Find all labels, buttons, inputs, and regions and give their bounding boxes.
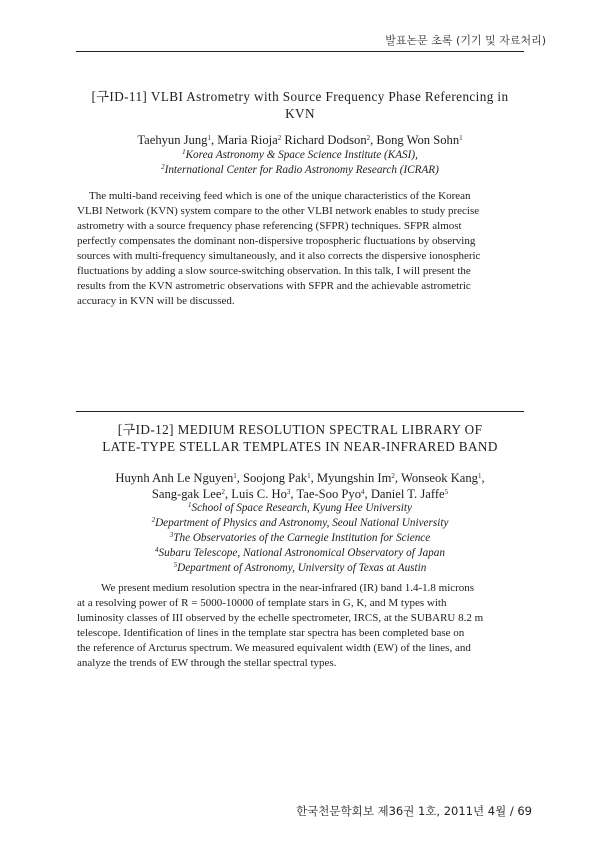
affiliation-text: School of Space Research, Kyung Hee University xyxy=(191,502,412,514)
affiliation-sup: 5 xyxy=(173,561,178,569)
author-sup: 1 xyxy=(459,134,463,142)
abstract-line: accuracy in KVN will be discussed. xyxy=(77,295,235,307)
author-sup: 1 xyxy=(307,472,311,480)
author-name: Tae-Soo Pyo xyxy=(296,487,362,501)
author-sup: 2 xyxy=(221,488,225,496)
author-line xyxy=(76,470,524,486)
affiliation-sup: 2 xyxy=(151,516,156,524)
paper-2-authors xyxy=(76,470,524,502)
author-name: Huynh Anh Le Nguyen xyxy=(115,471,234,485)
author-name: Soojong Pak xyxy=(243,471,308,485)
abstract-line: the reference of Arcturus spectrum. We measured equivalent width (EW) of the lines, and xyxy=(77,642,471,654)
paper-2-affiliations xyxy=(76,501,524,576)
author-sup: 5 xyxy=(444,488,449,496)
abstract-line: VLBI Network (KVN) system compare to the other VLBI network enables to study precise xyxy=(77,205,480,217)
affiliation xyxy=(76,163,524,178)
author-line xyxy=(76,133,524,148)
affiliation xyxy=(76,561,524,576)
paper-1-authors xyxy=(76,133,524,148)
author-name: Daniel T. Jaffe xyxy=(370,487,445,501)
author-sup: 4 xyxy=(361,488,365,496)
paper-1-abstract xyxy=(77,189,523,309)
abstract-line: sources with multi-frequency simultaneously, and it also corrects the dispersive ionospheric xyxy=(77,250,481,262)
author-sup: 2 xyxy=(366,134,371,142)
author-sup: 1 xyxy=(477,472,482,480)
affiliation xyxy=(76,516,524,531)
abstract-line: results from the KVN astrometric observations with SFPR and the achievable astrometric xyxy=(77,280,471,292)
affiliation-text: Department of Physics and Astronomy, Seoul National University xyxy=(155,517,449,529)
affiliation-text: Department of Astronomy, University of Texas at Austin xyxy=(177,562,427,574)
abstract-line: perfectly compensates the dominant non-dispersive tropospheric fluctuations by observing xyxy=(77,235,476,247)
header-rule xyxy=(76,51,524,52)
affiliation xyxy=(76,531,524,546)
author-sup: 2 xyxy=(277,134,282,142)
author-sep: , xyxy=(210,133,218,147)
affiliation-sup: 2 xyxy=(161,163,165,171)
affiliation xyxy=(76,148,524,163)
abstract-line: luminosity classes of III observed by the echelle spectrometer, IRCS, at the SUBARU 8.2 m xyxy=(77,612,484,624)
author-sup: 3 xyxy=(286,488,291,496)
title-line: [구ID-12] MEDIUM RESOLUTION SPECTRAL LIBRARY OF xyxy=(117,422,483,437)
affiliation-text: Subaru Telescope, National Astronomical Observatory of Japan xyxy=(158,547,445,559)
abstract-line: We present medium resolution spectra in the near-infrared (IR) band 1.4-1.8 microns xyxy=(101,582,475,594)
author-sep: , xyxy=(394,471,401,485)
paper-1-affiliations xyxy=(76,148,524,178)
abstract-line: at a resolving power of R = 5000-10000 of template stars in G, K, and M types with xyxy=(77,597,447,609)
affiliation-text: Korea Astronomy & Space Science Institute (KASI), xyxy=(185,149,418,161)
affiliation-sup: 1 xyxy=(188,501,192,509)
affiliation-text: The Observatories of the Carnegie Institution for Science xyxy=(173,532,431,544)
paper-2-abstract xyxy=(77,581,523,671)
author-sep: , xyxy=(224,487,232,501)
affiliation-text: International Center for Radio Astronomy Research (ICRAR) xyxy=(164,164,439,176)
paper-2-title xyxy=(76,421,524,455)
author-sup: 2 xyxy=(391,472,395,480)
affiliation xyxy=(76,546,524,561)
author-sep: , xyxy=(481,471,485,485)
author-line xyxy=(76,486,524,502)
running-header: 발표논문 초록 (기기 및 자료처리) xyxy=(385,34,546,47)
author-sep: , xyxy=(364,487,371,501)
abstract-line: The multi-band receiving feed which is one of the unique characteristics of the Korean xyxy=(89,190,471,202)
page-footer: 한국천문학회보 제36권 1호, 2011년 4월 / 69 xyxy=(296,804,532,818)
author-name: Taehyun Jung xyxy=(137,133,208,147)
author-sup: 1 xyxy=(207,134,211,142)
author-name: Richard Dodson xyxy=(284,133,367,147)
title-line: [구ID-11] VLBI Astrometry with Source Frequency Phase Referencing in xyxy=(91,89,509,104)
author-name: Bong Won Sohn xyxy=(376,133,460,147)
author-name: Wonseok Kang xyxy=(400,471,478,485)
author-name: Myungshin Im xyxy=(316,471,392,485)
author-sep: , xyxy=(236,471,244,485)
author-sup: 1 xyxy=(233,472,237,480)
abstract-line: telescope. Identification of lines in the template star spectra has been completed base on xyxy=(77,627,465,639)
section-divider xyxy=(76,411,524,412)
author-sep: , xyxy=(310,471,317,485)
title-line: LATE-TYPE STELLAR TEMPLATES IN NEAR-INFRARED BAND xyxy=(102,439,498,454)
paper-1-title xyxy=(76,88,524,122)
affiliation-sup: 3 xyxy=(169,531,174,539)
author-sep: , xyxy=(290,487,297,501)
author-sep: , xyxy=(370,133,377,147)
abstract-line: analyze the trends of EW through the stellar spectral types. xyxy=(77,657,337,669)
affiliation-sup: 1 xyxy=(182,148,186,156)
author-name: Sang-gak Lee xyxy=(151,487,222,501)
abstract-line: fluctuations by adding a slow source-switching observation. In this talk, I will present the xyxy=(77,265,471,277)
author-name: Maria Rioja xyxy=(217,133,278,147)
title-line: KVN xyxy=(285,106,315,121)
affiliation-sup: 4 xyxy=(155,546,159,554)
affiliation xyxy=(76,501,524,516)
abstract-line: astrometry with a source frequency phase referencing (SFPR) techniques. SFPR almost xyxy=(77,220,462,232)
author-name: Luis C. Ho xyxy=(231,487,287,501)
